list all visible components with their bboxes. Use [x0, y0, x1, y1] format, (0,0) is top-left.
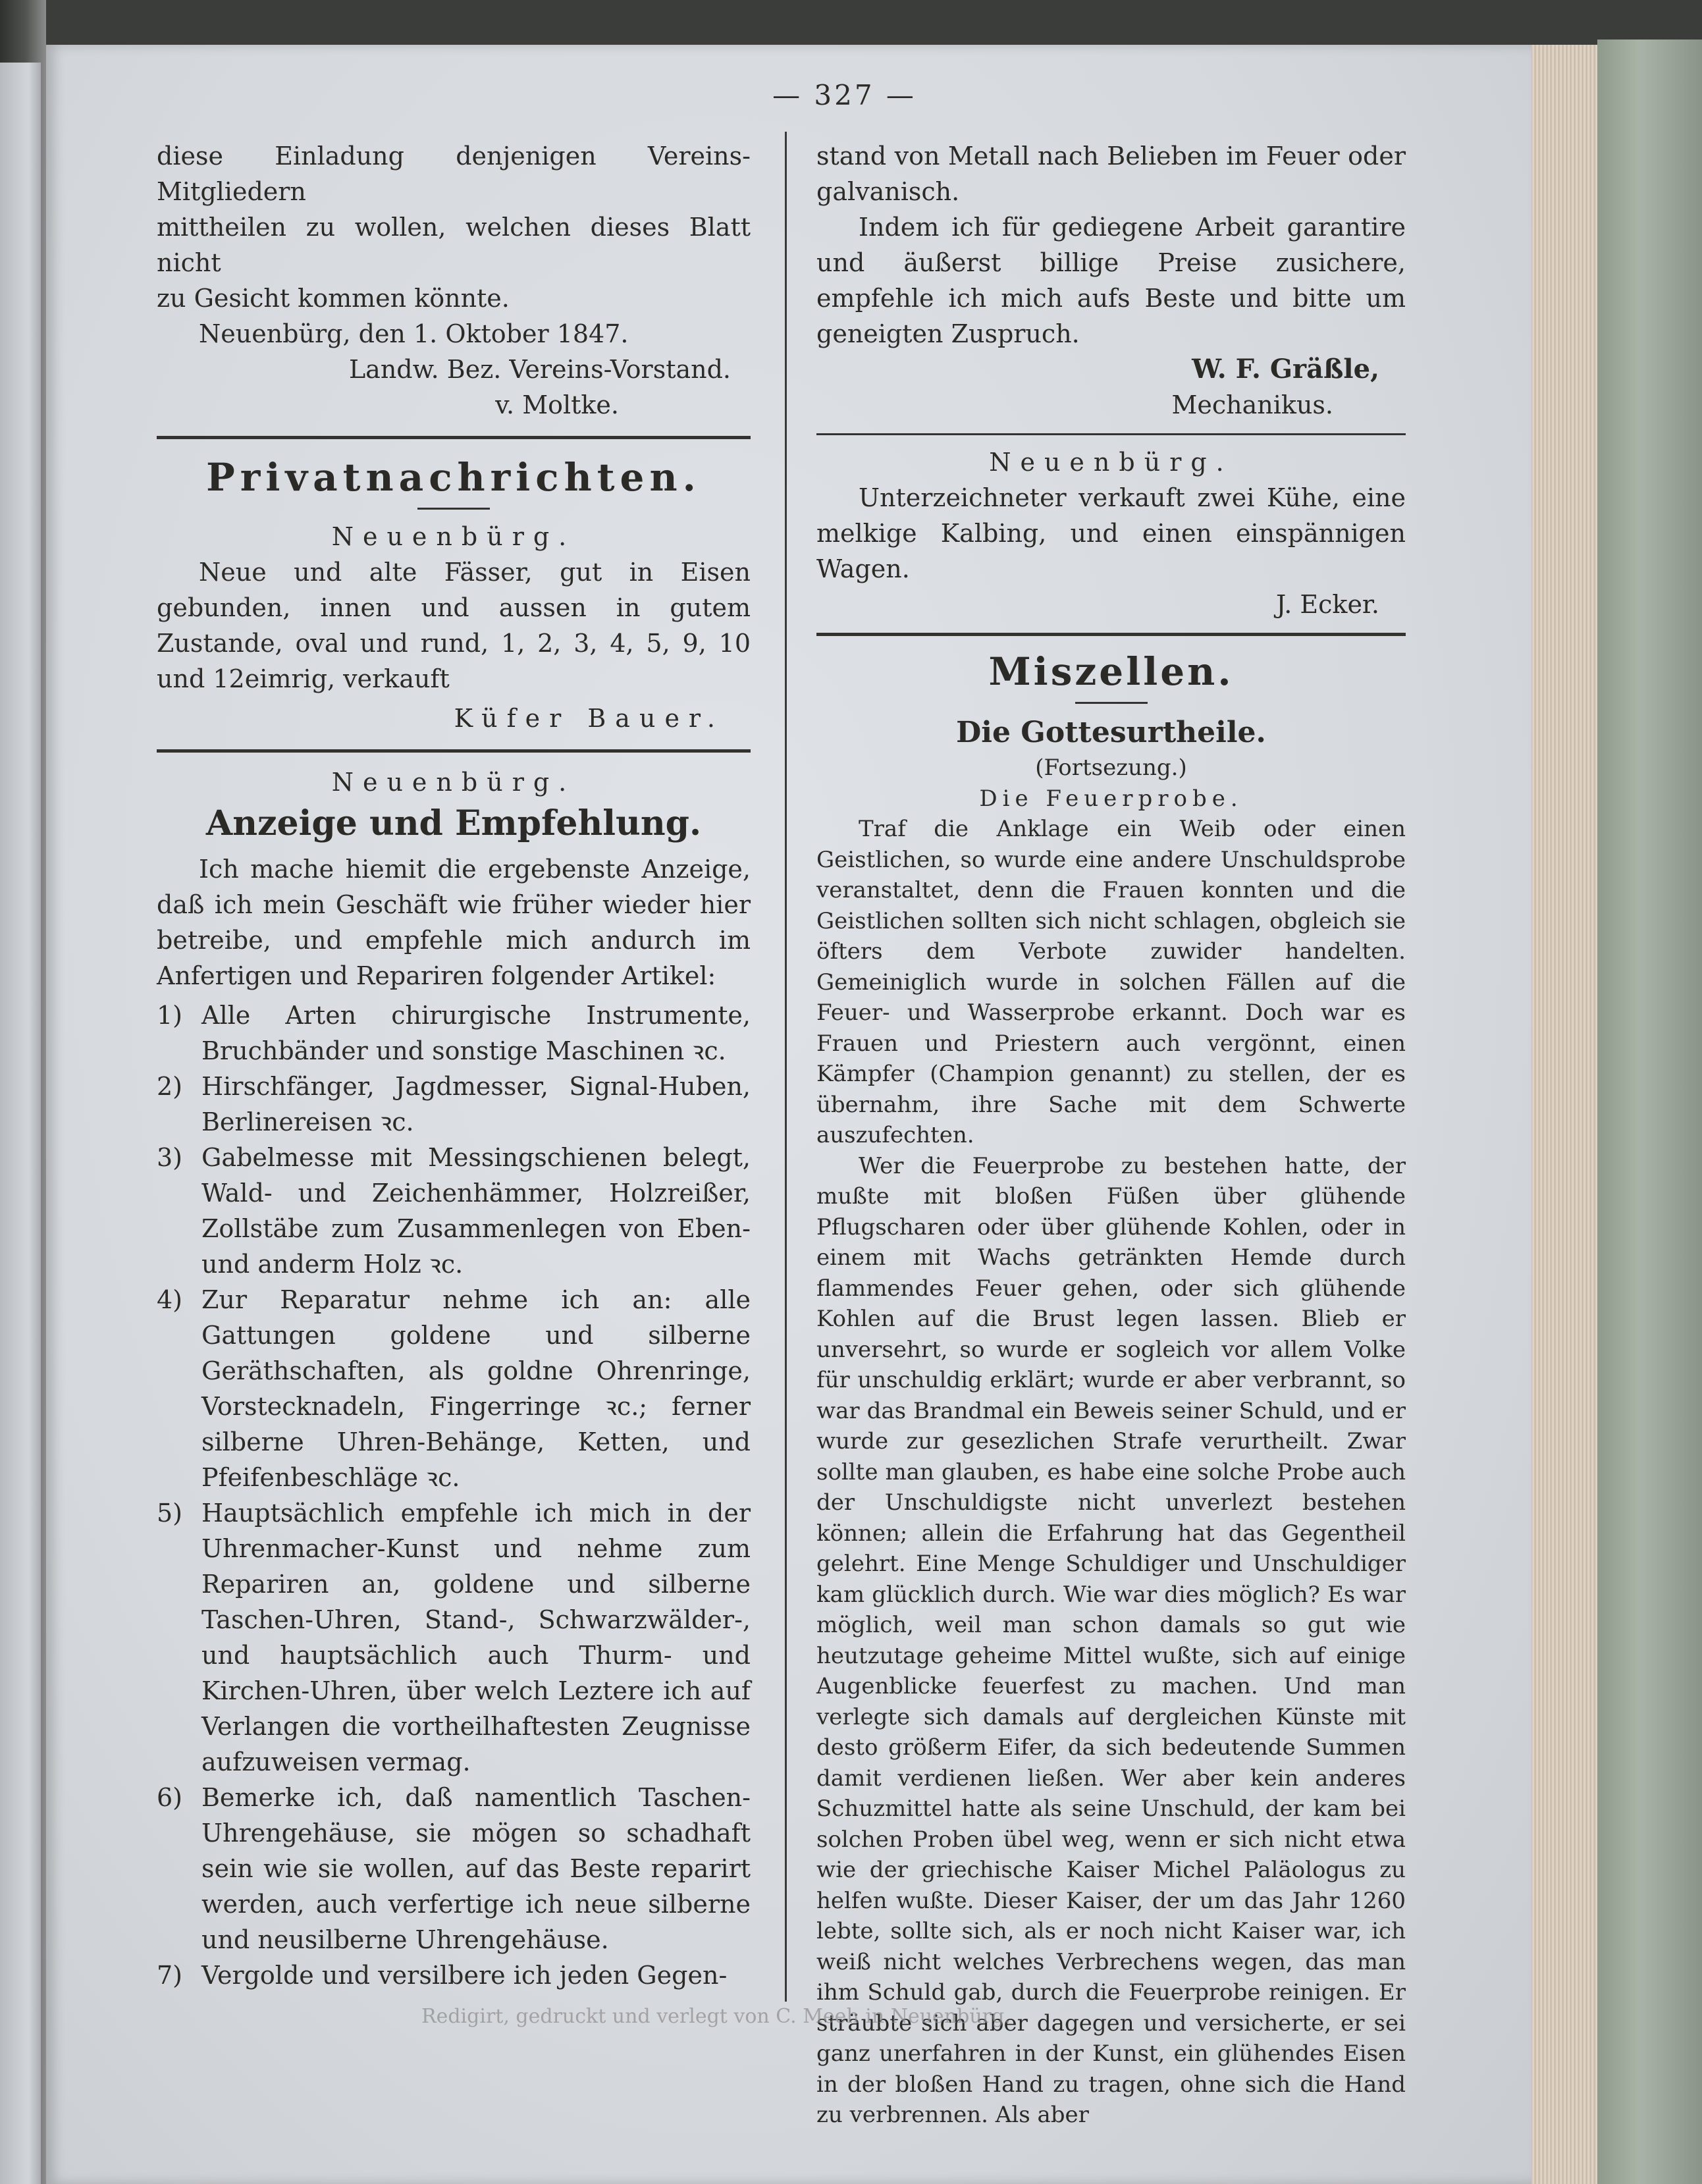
- ad-signature: Küfer Bauer.: [454, 704, 724, 733]
- item-text: Bemerke ich, daß namentlich Taschen-Uhrengehäuse, sie mögen so schadhaft sein wie sie wollen, auf das Beste reparirt werden, auch verfertige ich neue silberne und neusilberne Uhrengehäuse.: [201, 1783, 751, 1954]
- article-title: Die Gottesurtheile.: [956, 716, 1266, 749]
- continued-note: (Fortsezung.): [1035, 755, 1187, 781]
- item-number: 5): [157, 1499, 183, 1528]
- ad-place: Neuenbürg.: [989, 448, 1233, 477]
- ad-place: Neuenbürg.: [331, 522, 576, 551]
- left-column: [157, 138, 751, 1993]
- signature-board: Landw. Bez. Vereins-Vorstand.: [348, 355, 731, 384]
- item-number: 4): [157, 1285, 183, 1314]
- section-title: Privatnachrichten.: [206, 455, 701, 500]
- item-number: 6): [157, 1783, 183, 1812]
- intro-line: mittheilen zu wollen, welchen dieses Blatt nicht: [157, 213, 751, 277]
- ad-title: Anzeige und Empfehlung.: [205, 803, 702, 843]
- column-divider: [785, 132, 787, 2002]
- item-text: Hauptsächlich empfehle ich mich in der Uhrenmacher-Kunst und nehme zum Repariren an, goldene und silberne Taschen-Uhren, Stand-, Schwarzwälder-, und hauptsächlich auch Thurm- und Kirchen-Uhren, über welch Leztere ich auf Verlangen die vortheilhaftesten Zeugnisse aufzuweisen vermag.: [201, 1499, 751, 1776]
- section-rule: [816, 633, 1406, 636]
- signature-title: Mechanikus.: [1171, 390, 1333, 419]
- article-subtitle: Die Feuerprobe.: [979, 785, 1243, 812]
- intro-line: zu Gesicht kommen könnte.: [157, 284, 510, 313]
- list-item: [157, 998, 751, 1069]
- section-rule: [157, 749, 751, 753]
- list-item: [157, 1958, 751, 1993]
- page-number: — 327 —: [772, 79, 917, 111]
- item-text: Zur Reparatur nehme ich an: alle Gattungen goldene und silberne Geräthschaften, als goldne Ohrenringe, Vorstecknadeln, Fingerringe ꝛc.; ferner silberne Uhren-Behänge, Ketten, und Pfeifenbeschläge ꝛc.: [201, 1285, 751, 1492]
- item-text: Hirschfänger, Jagdmesser, Signal-Huben, Berlinereisen ꝛc.: [201, 1072, 751, 1136]
- ad-paragraph: Indem ich für gediegene Arbeit garantire und äußerst billige Preise zusichere, empfehle ich mich aufs Beste und bitte um geneigten Zuspruch.: [816, 213, 1406, 348]
- signature-name: v. Moltke.: [495, 390, 619, 419]
- date-line: Neuenbürg, den 1. Oktober 1847.: [199, 319, 629, 348]
- section-rule: [157, 436, 751, 439]
- item-text: Alle Arten chirurgische Instrumente, Bruchbänder und sonstige Maschinen ꝛc.: [201, 1001, 751, 1065]
- item-number: 2): [157, 1072, 183, 1101]
- intro-line: diese Einladung denjenigen Vereins-Mitgliedern: [157, 142, 751, 206]
- item-text: Gabelmesse mit Messingschienen belegt, Wald- und Zeichenhämmer, Holzreißer, Zollstäbe zum Zusammenlegen von Eben- und anderm Holz ꝛc.: [201, 1143, 751, 1279]
- article-paragraph: Traf die Anklage ein Weib oder einen Geistlichen, so wurde eine andere Unschuldsprobe veranstaltet, denn die Frauen konnten und die Geistlichen sollten sich nicht schlagen, obgleich sie öfters dem Verbote zuwider handelten. Gemeiniglich wurde in solchen Fällen auf die Feuer- und Wasserprobe erkannt. Doch war es Frauen und Priestern auch vergönnt, einen Kämpfer (Champion genannt) zu stellen, der es übernahm, ihre Sache mit dem Schwerte auszufechten.: [816, 816, 1406, 1148]
- imprint-footer: Redigirt, gedruckt und verlegt von C. Meeh in Neuenbürg.: [421, 2005, 1011, 2028]
- continued-text: stand von Metall nach Belieben im Feuer oder galvanisch.: [816, 142, 1406, 206]
- facing-page-edge: [0, 63, 41, 2184]
- ad-intro: Ich mache hiemit die ergebenste Anzeige, daß ich mein Geschäft wie früher wieder hier betreibe, und empfehle mich andurch im Anfertigen und Repariren folgender Artikel:: [157, 855, 751, 990]
- ad-body: Unterzeichneter verkauft zwei Kühe, eine melkige Kalbing, und einen einspännigen Wagen.: [816, 483, 1406, 583]
- item-number: 3): [157, 1143, 183, 1172]
- book-cover: [1597, 40, 1702, 2184]
- signature-name: W. F. Gräßle,: [1192, 354, 1379, 385]
- page-edges: [1531, 45, 1597, 2184]
- item-number: 7): [157, 1961, 183, 1990]
- article-paragraph: Wer die Feuerprobe zu bestehen hatte, der mußte mit bloßen Füßen über glühende Pflugscharen oder über glühende Kohlen, oder in einem mit Wachs getränkten Hemde durch flammendes Feuer gehen, oder sich glühende Kohlen auf die Brust legen lassen. Blieb er unversehrt, so wurde er sogleich vor allem Volke für unschuldig erklärt; wurde er aber verbrannt, so war das Brandmal ein Beweis seiner Schuld, und er wurde zur gesezlichen Strafe verurtheilt. Zwar sollte man glauben, es habe eine solche Probe auch der Unschuldigste nicht unverlezt bestehen können; allein die Erfahrung hat das Gegentheil gelehrt. Eine Menge Schuldiger und Unschuldiger kam glücklich durch. Wie war dies möglich? Es war möglich, weil man schon damals so gut wie heutzutage geheime Mittel wußte, sich auf einige Augenblicke feuerfest zu machen. Und man verlegte sich damals auf dergleichen Künste mit desto größerm Eifer, da sich bedeutende Summen damit verdienen ließen. Wer aber kein anderes Schuzmittel hatte als seine Unschuld, der kam bei solchen Proben übel weg, wenn er sich nicht etwa wie der griechische Kaiser Michel Paläologus zu helfen wußte. Dieser Kaiser, der um das Jahr 1260 lebte, sollte sich, als er noch nicht Kaiser war, ich weiß nicht welches Verbrechens wegen, das man ihm Schuld gab, durch die Feuerprobe reinigen. Er sträubte sich aber dagegen und versicherte, er sei ganz unerfahren in der Kunst, ein glühendes Eisen in der bloßen Hand zu tragen, ohne sich die Hand zu verbrennen. Als aber: [816, 1152, 1406, 2128]
- item-number: 1): [157, 1001, 183, 1030]
- list-item: [157, 1495, 751, 1780]
- title-underline: [417, 508, 490, 510]
- ad-body: Neue und alte Fässer, gut in Eisen gebunden, innen und aussen in gutem Zustande, oval und rund, 1, 2, 3, 4, 5, 9, 10 und 12eimrig, verkauft: [157, 558, 751, 693]
- article-list: [157, 998, 751, 1993]
- list-item: [157, 1780, 751, 1958]
- ad-place: Neuenbürg.: [331, 768, 576, 797]
- list-item: [157, 1069, 751, 1140]
- list-item: [157, 1140, 751, 1282]
- ad-signature: J. Ecker.: [1275, 590, 1379, 619]
- section-rule: [816, 433, 1406, 435]
- right-column: [816, 138, 1406, 2131]
- list-item: [157, 1282, 751, 1495]
- item-text: Vergolde und versilbere ich jeden Gegen-: [201, 1961, 728, 1990]
- section-title: Miszellen.: [988, 649, 1234, 694]
- title-underline: [1075, 702, 1148, 704]
